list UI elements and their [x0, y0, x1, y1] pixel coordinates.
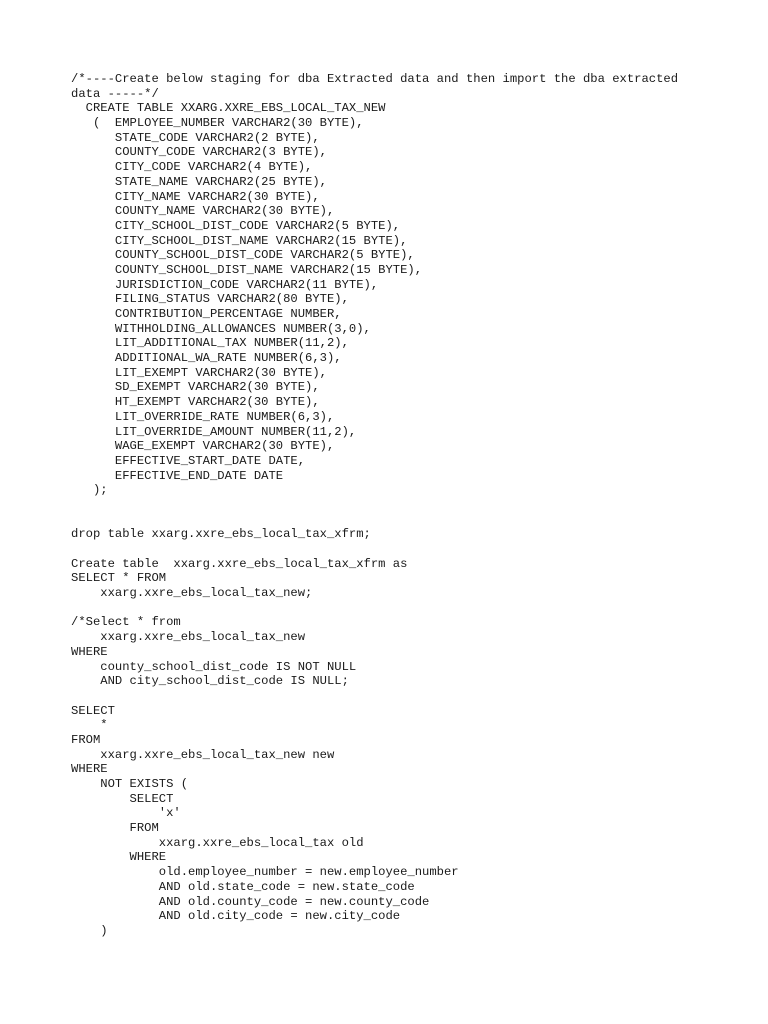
code-line: ); — [71, 483, 108, 498]
code-line: FROM — [71, 821, 159, 836]
code-line: 'x' — [71, 806, 181, 821]
code-line: NOT EXISTS ( — [71, 777, 189, 791]
code-line: JURISDICTION_CODE VARCHAR2(11 BYTE), — [71, 277, 379, 292]
code-line: EFFECTIVE_START_DATE DATE, — [71, 453, 306, 468]
code-line: LIT_EXEMPT VARCHAR2(30 BYTE), — [71, 365, 327, 380]
code-line: ) — [71, 923, 108, 938]
code-line: xxarg.xxre_ebs_local_tax_new; — [71, 586, 313, 601]
code-line: AND old.county_code = new.county_code — [71, 894, 430, 909]
code-line: drop table xxarg.xxre_ebs_local_tax_xfrm; — [71, 527, 371, 542]
code-line: AND old.city_code = new.city_code — [71, 909, 401, 924]
code-line — [71, 498, 751, 513]
code-line — [71, 689, 751, 704]
code-line: /*Select * from — [71, 615, 181, 630]
code-line: LIT_ADDITIONAL_TAX NUMBER(11,2), — [71, 336, 349, 351]
code-line: COUNTY_CODE VARCHAR2(3 BYTE), — [71, 145, 327, 160]
code-line: ADDITIONAL_WA_RATE NUMBER(6,3), — [71, 351, 342, 366]
code-line: AND old.state_code = new.state_code — [71, 879, 415, 894]
code-line: WAGE_EXEMPT VARCHAR2(30 BYTE), — [71, 439, 335, 454]
code-line: SELECT — [71, 791, 174, 806]
code-line: WHERE — [71, 762, 108, 777]
code-line: CITY_SCHOOL_DIST_CODE VARCHAR2(5 BYTE), — [71, 218, 401, 233]
code-line: xxarg.xxre_ebs_local_tax_new — [71, 630, 306, 645]
code-line: SELECT — [71, 703, 115, 718]
code-line: xxarg.xxre_ebs_local_tax old — [71, 835, 364, 850]
code-line: CITY_NAME VARCHAR2(30 BYTE), — [71, 189, 320, 204]
code-line — [71, 601, 751, 616]
code-line: HT_EXEMPT VARCHAR2(30 BYTE), — [71, 395, 320, 410]
code-line: CITY_CODE VARCHAR2(4 BYTE), — [71, 160, 313, 175]
code-line: COUNTY_SCHOOL_DIST_CODE VARCHAR2(5 BYTE), — [71, 248, 415, 263]
code-line: WHERE — [71, 644, 108, 659]
code-line: CREATE TABLE XXARG.XXRE_EBS_LOCAL_TAX_NEW — [71, 101, 386, 116]
code-line: ( EMPLOYEE_NUMBER VARCHAR2(30 BYTE), — [71, 116, 364, 131]
code-line: COUNTY_SCHOOL_DIST_NAME VARCHAR2(15 BYTE), — [71, 262, 423, 277]
code-line: SELECT * FROM — [71, 571, 167, 586]
code-line — [71, 513, 751, 528]
code-line: LIT_OVERRIDE_RATE NUMBER(6,3), — [71, 409, 335, 424]
code-line: FILING_STATUS VARCHAR2(80 BYTE), — [71, 292, 349, 307]
code-line: WHERE — [71, 850, 167, 865]
sql-code-block — [71, 72, 751, 939]
code-line: STATE_CODE VARCHAR2(2 BYTE), — [71, 130, 320, 145]
code-line — [71, 542, 751, 557]
code-line: CONTRIBUTION_PERCENTAGE NUMBER, — [71, 307, 342, 321]
code-line: SD_EXEMPT VARCHAR2(30 BYTE), — [71, 380, 320, 395]
code-line: STATE_NAME VARCHAR2(25 BYTE), — [71, 174, 327, 189]
code-line: LIT_OVERRIDE_AMOUNT NUMBER(11,2), — [71, 424, 357, 439]
code-line: CITY_SCHOOL_DIST_NAME VARCHAR2(15 BYTE), — [71, 233, 408, 248]
code-line: WITHHOLDING_ALLOWANCES NUMBER(3,0), — [71, 321, 371, 336]
code-line: Create table xxarg.xxre_ebs_local_tax_xfrm as — [71, 556, 408, 571]
code-line: county_school_dist_code IS NOT NULL — [71, 659, 357, 674]
code-line: * — [71, 718, 108, 733]
code-line: data -----*/ — [71, 86, 159, 101]
code-line: xxarg.xxre_ebs_local_tax_new new — [71, 747, 335, 762]
code-line: COUNTY_NAME VARCHAR2(30 BYTE), — [71, 204, 335, 219]
code-line: FROM — [71, 732, 101, 747]
code-line: EFFECTIVE_END_DATE DATE — [71, 468, 284, 483]
code-line: /*----Create below staging for dba Extracted data and then import the dba extracted — [71, 72, 679, 86]
code-line: AND city_school_dist_code IS NULL; — [71, 674, 349, 689]
code-line: old.employee_number = new.employee_number — [71, 865, 459, 880]
